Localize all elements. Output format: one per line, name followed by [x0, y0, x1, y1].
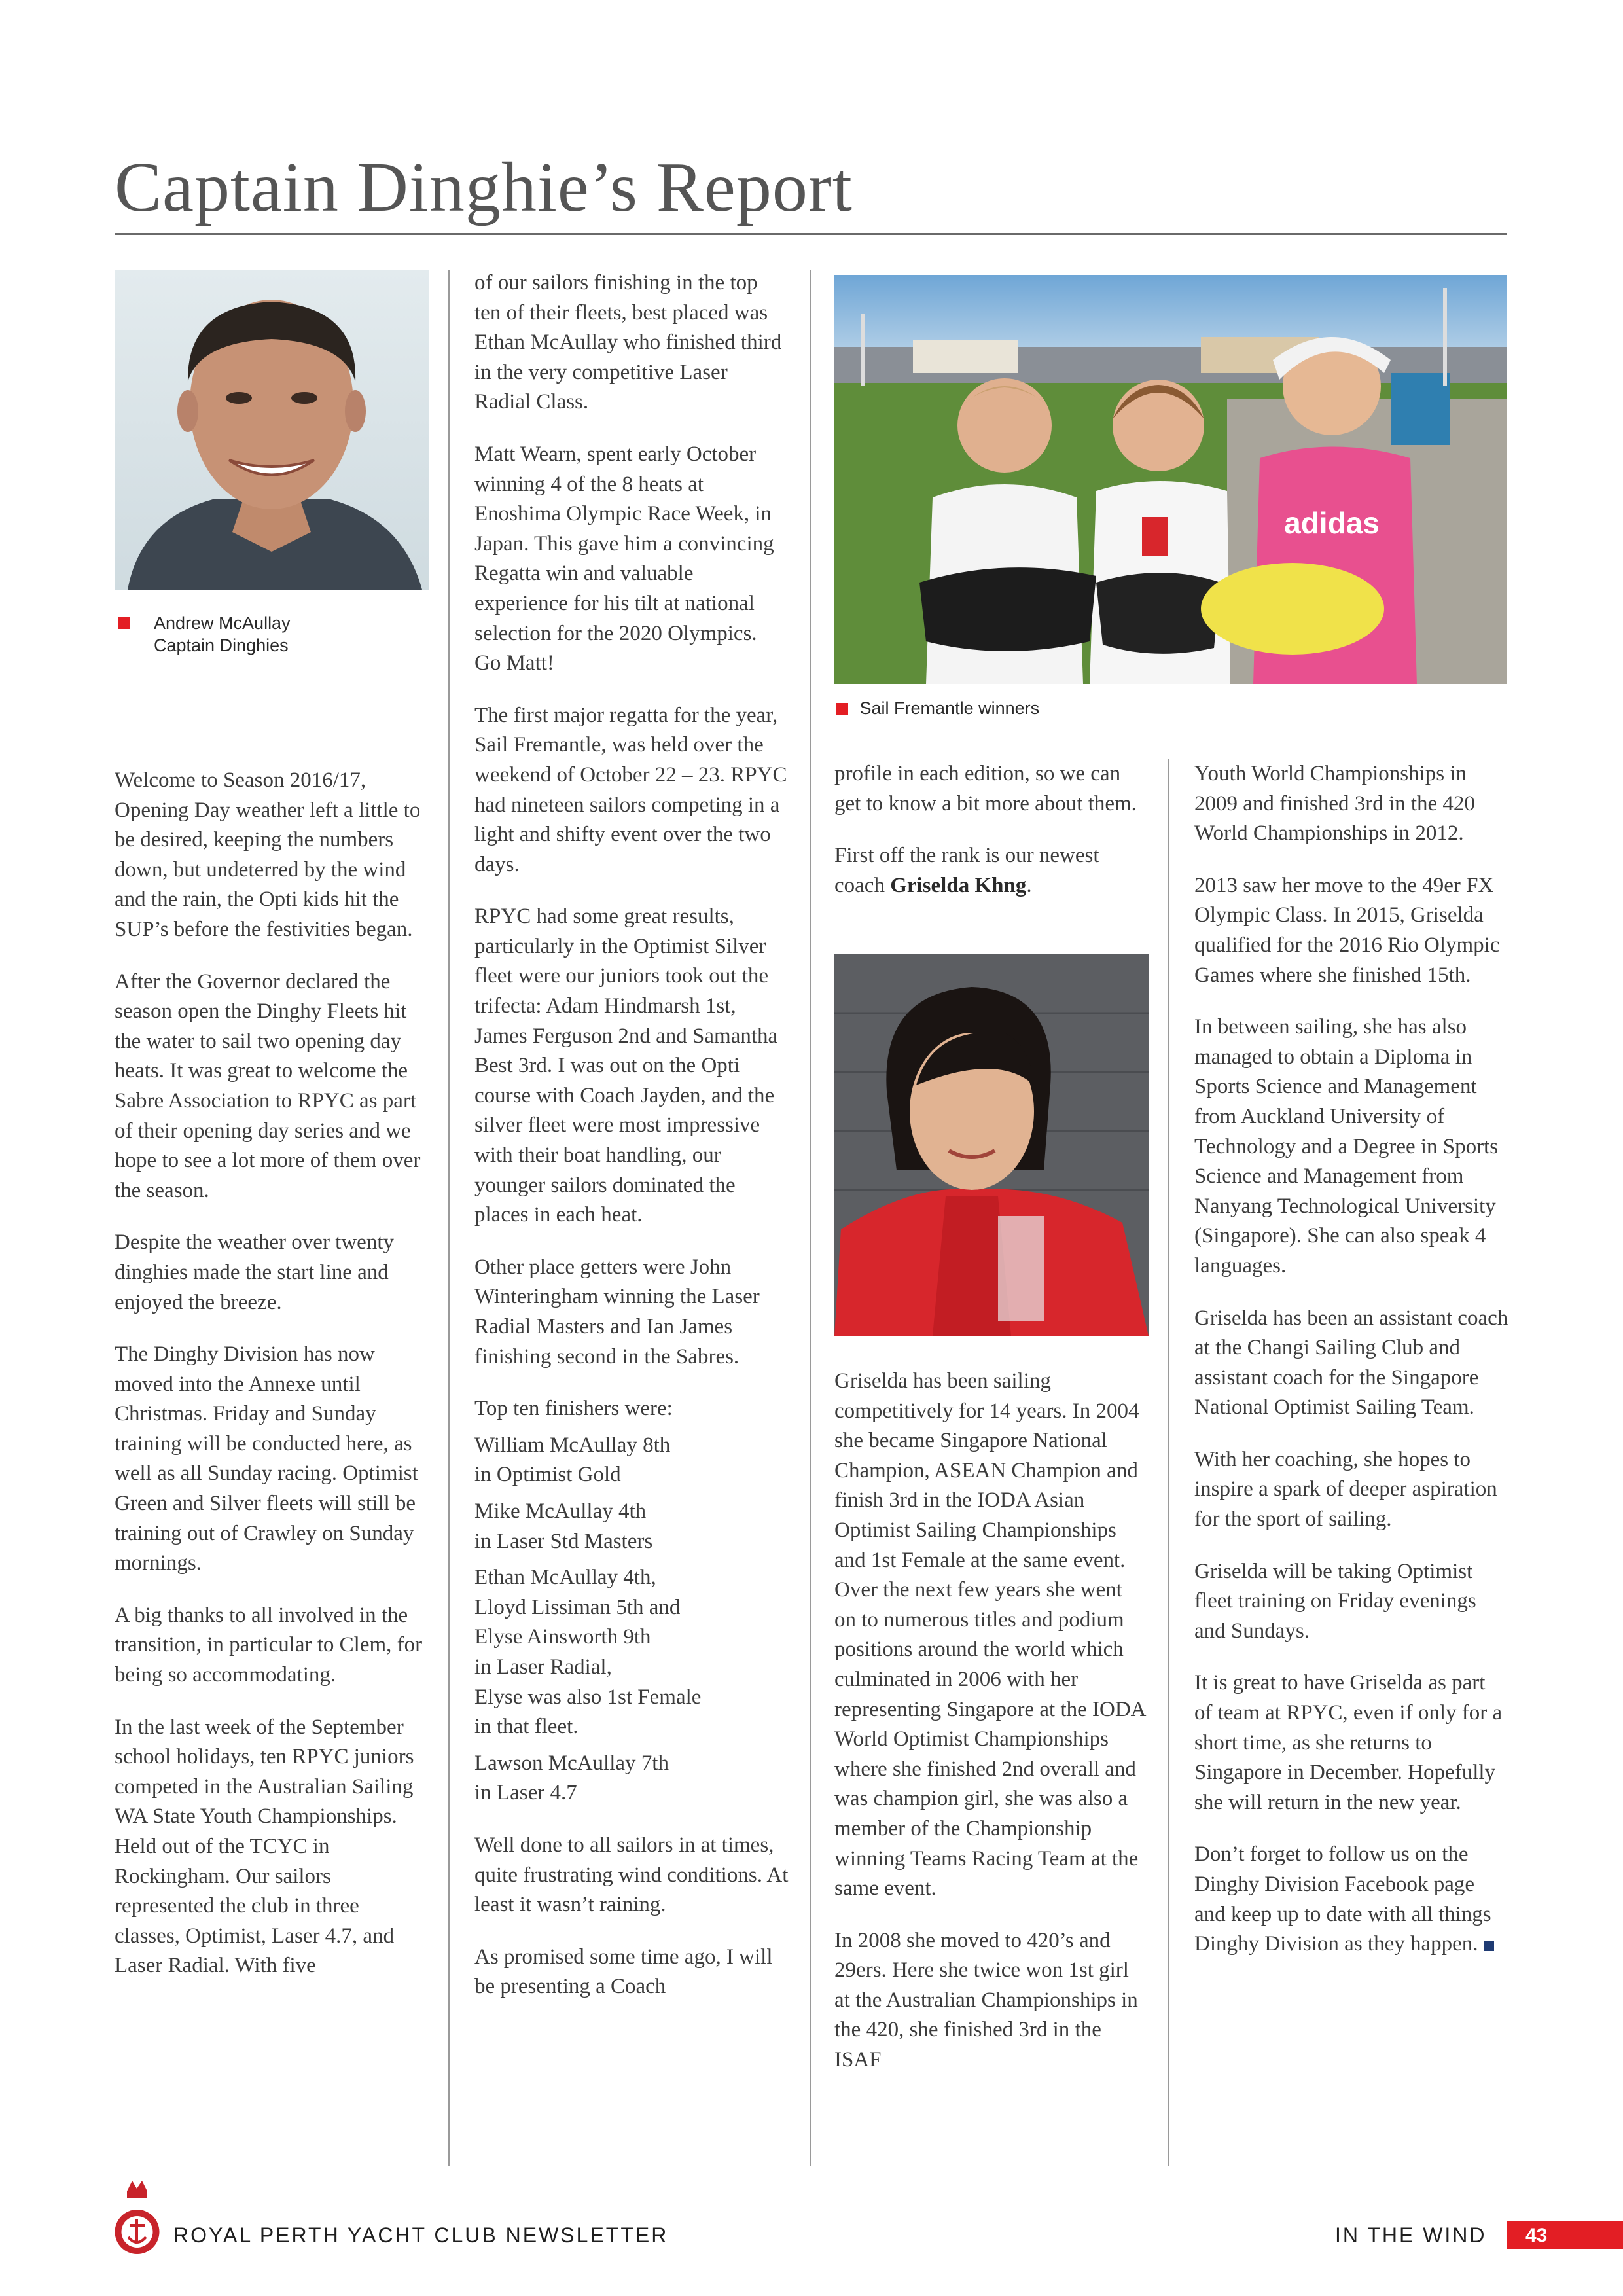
column-1 [115, 766, 429, 2003]
paragraph: In 2008 she moved to 420’s and 29ers. Here she twice won 1st girl at the Australian Championships in the 420, she finished 3rd in the ISAF [834, 1928, 1138, 2072]
column-3-bottom [834, 1367, 1149, 2098]
paragraph: Griselda has been sailing competitively for 14 years. In 2004 she became Singapore National Champion, ASEAN Champion and finish 3rd in the IODA Asian Optimist Sailing Championships and 1st Female at the same event. Over the next few years she went on to numerous titles and podium positions around the world which culminated in 2006 with her representing Singapore at the IODA World Optimist Championships where she finished 2nd overall and was champion girl, she was also a member of the Championship winning Teams Racing Team at the same event. [834, 1369, 1145, 1901]
paragraph: Other place getters were John Winteringham winning the Laser Radial Masters and Ian James finishing second in the Sabres. [474, 1255, 760, 1369]
paragraph: Well done to all sailors in at times, quite frustrating wind conditions. At least it wasn’t raining. [474, 1833, 789, 1917]
paragraph: Griselda will be taking Optimist fleet training on Friday evenings and Sundays. [1194, 1559, 1476, 1643]
paragraph: It is great to have Griselda as part of team at RPYC, even if only for a short time, as she returns to Singapore in December. Hopefully she will return in the new year. [1194, 1671, 1503, 1814]
paragraph: In the last week of the September school holidays, ten RPYC juniors competed in the Australian Sailing WA State Youth Championships. Held out of the TCYC in Rockingham. Our sailors represented the club in three classes, Optimist, Laser 4.7, and Laser Radial. With five [115, 1715, 414, 1978]
finisher-entry: Lawson McAullay 7th in Laser 4.7 [474, 1751, 669, 1805]
column-divider [810, 270, 812, 2166]
paragraph: of our sailors finishing in the top ten of their fleets, best placed was Ethan McAullay who finished third in the very competitive Laser Radial Class. [474, 271, 782, 414]
paragraph: RPYC had some great results, particularly in the Optimist Silver fleet were our juniors took out the trifecta: Adam Hindmarsh 1st, James Ferguson 2nd and Samantha Best 3rd. I was out on the Opti course with Coach Jayden, and the silver fleet were most impressive with their boat handling, our younger sailors dominated the places in each heat. [474, 905, 778, 1227]
paragraph: A big thanks to all involved in the transition, in particular to Clem, for being so accommodating. [115, 1603, 423, 1687]
paragraph: After the Governor declared the season open the Dinghy Fleets hit the water to sail two opening day heats. It was great to welcome the Sabre Association to RPYC as part of their opening day series and we hope to see a lot more of them over the season. [115, 969, 421, 1202]
page-number: 43 [1525, 2225, 1548, 2246]
paragraph: In between sailing, she has also managed to obtain a Diploma in Sports Science and Management from Auckland University of Technology and a Degree in Sports Science and Management from Nanyang Technological University (Singapore). She can also speak 4 languages. [1194, 1015, 1499, 1278]
paragraph: Despite the weather over twenty dinghies made the start line and enjoyed the breeze. [115, 1230, 395, 1314]
coach-photo [834, 954, 1149, 1336]
paragraph: Griselda has been an assistant coach at the Changi Sailing Club and assistant coach for the Singapore National Optimist Sailing Team. [1194, 1306, 1508, 1420]
coach-image [834, 954, 1149, 1336]
paragraph: profile in each edition, so we can get to know a bit more about them. [834, 762, 1137, 816]
shirt-text: adidas [1284, 506, 1380, 540]
paragraph: Youth World Championships in 2009 and finished 3rd in the 420 World Championships in 2012. [1194, 762, 1475, 846]
paragraph: The first major regatta for the year, Sail Fremantle, was held over the weekend of October 22 – 23. RPYC had nineteen sailors competing in a light and shifty event over the two days. [474, 703, 787, 876]
portrait-photo [115, 270, 429, 590]
paragraph: Top ten finishers were: [474, 1397, 673, 1421]
portrait-caption-name: Andrew McAullay [154, 613, 291, 633]
club-crest-icon [113, 2179, 162, 2265]
caption-marker [118, 617, 130, 629]
page-number-box [1507, 2221, 1623, 2249]
column-divider [1168, 759, 1169, 2166]
portrait-caption-role: Captain Dinghies [154, 636, 289, 655]
finisher-entry: Ethan McAullay 4th, Lloyd Lissiman 5th and Elyse Ainsworth 9th in Laser Radial, Elyse was also 1st Female in that fleet. [474, 1566, 702, 1739]
winners-caption [836, 697, 1228, 719]
column-2 [474, 268, 789, 2024]
portrait-image [115, 270, 429, 590]
column-3-top [834, 759, 1149, 923]
caption-marker [836, 703, 848, 715]
paragraph: First off the rank is our newest coach Griselda Khng. [834, 844, 1099, 897]
paragraph: With her coaching, she hopes to inspire a spark of deeper aspiration for the sport of sailing. [1194, 1447, 1497, 1532]
finisher-entry: Mike McAullay 4th in Laser Std Masters [474, 1499, 653, 1553]
winners-image [834, 275, 1507, 684]
portrait-caption [118, 612, 419, 656]
paragraph: As promised some time ago, I will be presenting a Coach [474, 1945, 773, 1999]
paragraph: 2013 saw her move to the 49er FX Olympic Class. In 2015, Griselda qualified for the 2016 Rio Olympic Games where she finished 15th. [1194, 873, 1500, 987]
paragraph: Welcome to Season 2016/17, Opening Day weather left a little to be desired, keeping the numbers down, but undeterred by the wind and the rain, the Opti kids hit the SUP’s before the festivities began. [115, 768, 421, 941]
page-title: Captain Dinghie’s Report [115, 149, 853, 226]
column-divider [448, 270, 450, 2166]
paragraph: Don’t forget to follow us on the Dinghy Division Facebook page and keep up to date with all things Dinghy Division as they happen. [1194, 1840, 1508, 1959]
winners-caption-text: Sail Fremantle winners [859, 698, 1040, 718]
coach-name: Griselda Khng [890, 873, 1027, 897]
paragraph: The Dinghy Division has now moved into the Annexe until Christmas. Friday and Sunday training will be conducted here, as well as all Sunday racing. Optimist Green and Silver fleets will still be training out of Crawley on Sunday mornings. [115, 1342, 418, 1575]
column-4 [1194, 759, 1508, 1982]
footer-club-name: ROYAL PERTH YACHT CLUB NEWSLETTER [173, 2223, 669, 2247]
paragraph: Matt Wearn, spent early October winning 4 of the 8 heats at Enoshima Olympic Race Week, in Japan. This gave him a convincing Regatta win and valuable experience for his tilt at national selection for the 2020 Olympics. Go Matt! [474, 442, 774, 675]
winners-photo [834, 275, 1507, 684]
title-rule [115, 233, 1507, 235]
footer-publication: IN THE WIND [1335, 2223, 1487, 2247]
finisher-entry: William McAullay 8th in Optimist Gold [474, 1433, 671, 1487]
end-mark [1484, 1941, 1494, 1951]
